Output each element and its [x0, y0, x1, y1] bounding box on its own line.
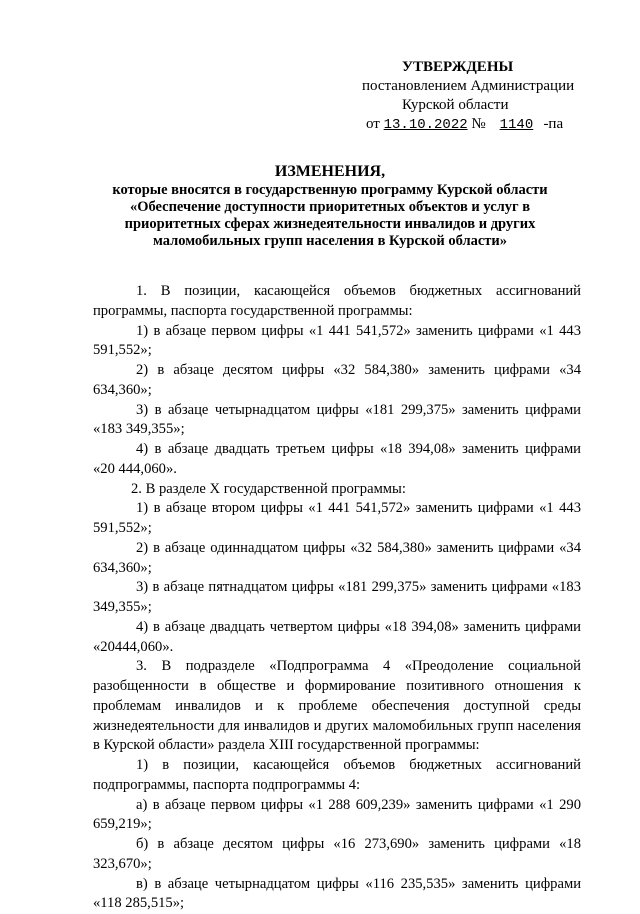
- paragraph: 3) в абзаце пятнадцатом цифры «181 299,375» заменить цифрами «183 349,355»;: [93, 578, 581, 618]
- approval-date-line: [366, 115, 602, 135]
- paragraph: 4) в абзаце двадцать третьем цифры «18 394,08» заменить цифрами «20 444,060».: [93, 440, 581, 480]
- approval-block: [362, 58, 602, 135]
- paragraph: 4) в абзаце двадцать четвертом цифры «18 394,08» заменить цифрами «20444,060».: [93, 618, 581, 658]
- heading-line: «Обеспечение доступности приоритетных объектов и услуг в: [80, 199, 580, 216]
- paragraph: 1) в позиции, касающейся объемов бюджетных ассигнований подпрограммы, паспорта подпрограммы 4:: [93, 756, 581, 796]
- heading-line: маломобильных групп населения в Курской области»: [80, 233, 580, 250]
- date-prefix: от: [366, 116, 380, 132]
- approval-title: УТВЕРЖДЕНЫ: [402, 58, 602, 77]
- paragraph: 1) в абзаце первом цифры «1 441 541,572» заменить цифрами «1 443 591,552»;: [93, 322, 581, 362]
- approval-line-1: постановлением Администрации: [362, 77, 602, 96]
- paragraph: в) в абзаце четырнадцатом цифры «116 235,535» заменить цифрами «118 285,515»;: [93, 875, 581, 914]
- number-suffix: -па: [543, 116, 563, 132]
- paragraph: а) в абзаце первом цифры «1 288 609,239» заменить цифрами «1 290 659,219»;: [93, 796, 581, 836]
- document-body: [93, 282, 581, 914]
- paragraph: 1) в абзаце втором цифры «1 441 541,572» заменить цифрами «1 443 591,552»;: [93, 499, 581, 539]
- paragraph: 2) в абзаце одиннадцатом цифры «32 584,380» заменить цифрами «34 634,360»;: [93, 539, 581, 579]
- paragraph: б) в абзаце десятом цифры «16 273,690» заменить цифрами «18 323,670»;: [93, 835, 581, 875]
- paragraph: 2. В разделе X государственной программы:: [93, 480, 581, 500]
- heading-title: ИЗМЕНЕНИЯ,: [80, 162, 580, 182]
- approval-line-2: Курской области: [402, 96, 602, 115]
- heading-line: которые вносятся в государственную программу Курской области: [80, 182, 580, 199]
- paragraph: 3. В подразделе «Подпрограмма 4 «Преодоление социальной разобщенности в обществе и формирование позитивного отношения к проблемам инвалидов и к проблеме обеспечения доступной среды жизнедеятельности для инвалидов и других маломобильных групп населения в Курской области» раздела XIII государственной программы:: [93, 657, 581, 756]
- paragraph: 1. В позиции, касающейся объемов бюджетных ассигнований программы, паспорта государственной программы:: [93, 282, 581, 322]
- approval-date: 13.10.2022: [384, 117, 468, 133]
- approval-number: 1140: [489, 116, 543, 135]
- paragraph: 2) в абзаце десятом цифры «32 584,380» заменить цифрами «34 634,360»;: [93, 361, 581, 401]
- heading-line: приоритетных сферах жизнедеятельности инвалидов и других: [80, 216, 580, 233]
- document-heading: [80, 162, 580, 250]
- number-prefix: №: [471, 116, 485, 132]
- paragraph: 3) в абзаце четырнадцатом цифры «181 299,375» заменить цифрами «183 349,355»;: [93, 401, 581, 441]
